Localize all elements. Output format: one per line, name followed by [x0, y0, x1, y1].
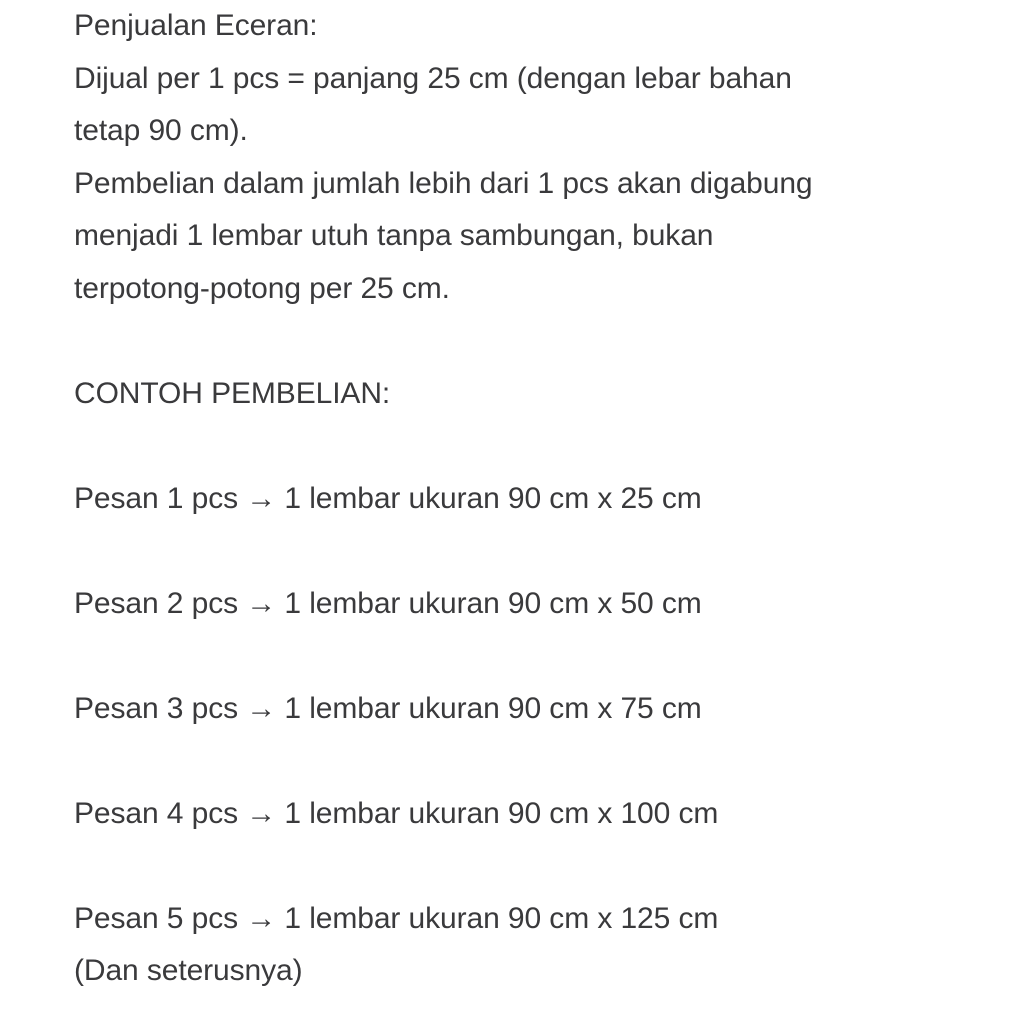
- description-document: [74, 0, 974, 998]
- examples-heading: CONTOH PEMBELIAN:: [74, 376, 391, 410]
- spacer: [74, 840, 974, 893]
- examples-footer: (Dan seterusnya): [74, 954, 303, 987]
- intro-line: menjadi 1 lembar utuh tanpa sambungan, bukan: [74, 219, 714, 252]
- intro-line: Pembelian dalam jumlah lebih dari 1 pcs akan digabung: [74, 166, 813, 200]
- example-item: Pesan 4 pcs → 1 lembar ukuran 90 cm x 100 cm: [74, 796, 719, 830]
- example-item: Pesan 1 pcs → 1 lembar ukuran 90 cm x 25 cm: [74, 481, 702, 515]
- example-item: Pesan 5 pcs → 1 lembar ukuran 90 cm x 125 cm: [74, 901, 719, 935]
- retail-heading: Penjualan Eceran:: [74, 9, 318, 42]
- spacer: [74, 420, 974, 473]
- example-item: Pesan 3 pcs → 1 lembar ukuran 90 cm x 75 cm: [74, 691, 702, 725]
- spacer: [74, 735, 974, 788]
- spacer: [74, 315, 974, 368]
- spacer: [74, 525, 974, 578]
- example-item: Pesan 2 pcs → 1 lembar ukuran 90 cm x 50 cm: [74, 586, 702, 620]
- intro-line: Dijual per 1 pcs = panjang 25 cm (dengan lebar bahan: [74, 61, 792, 95]
- spacer: [74, 630, 974, 683]
- intro-line: terpotong-potong per 25 cm.: [74, 271, 450, 305]
- intro-line: tetap 90 cm).: [74, 114, 248, 147]
